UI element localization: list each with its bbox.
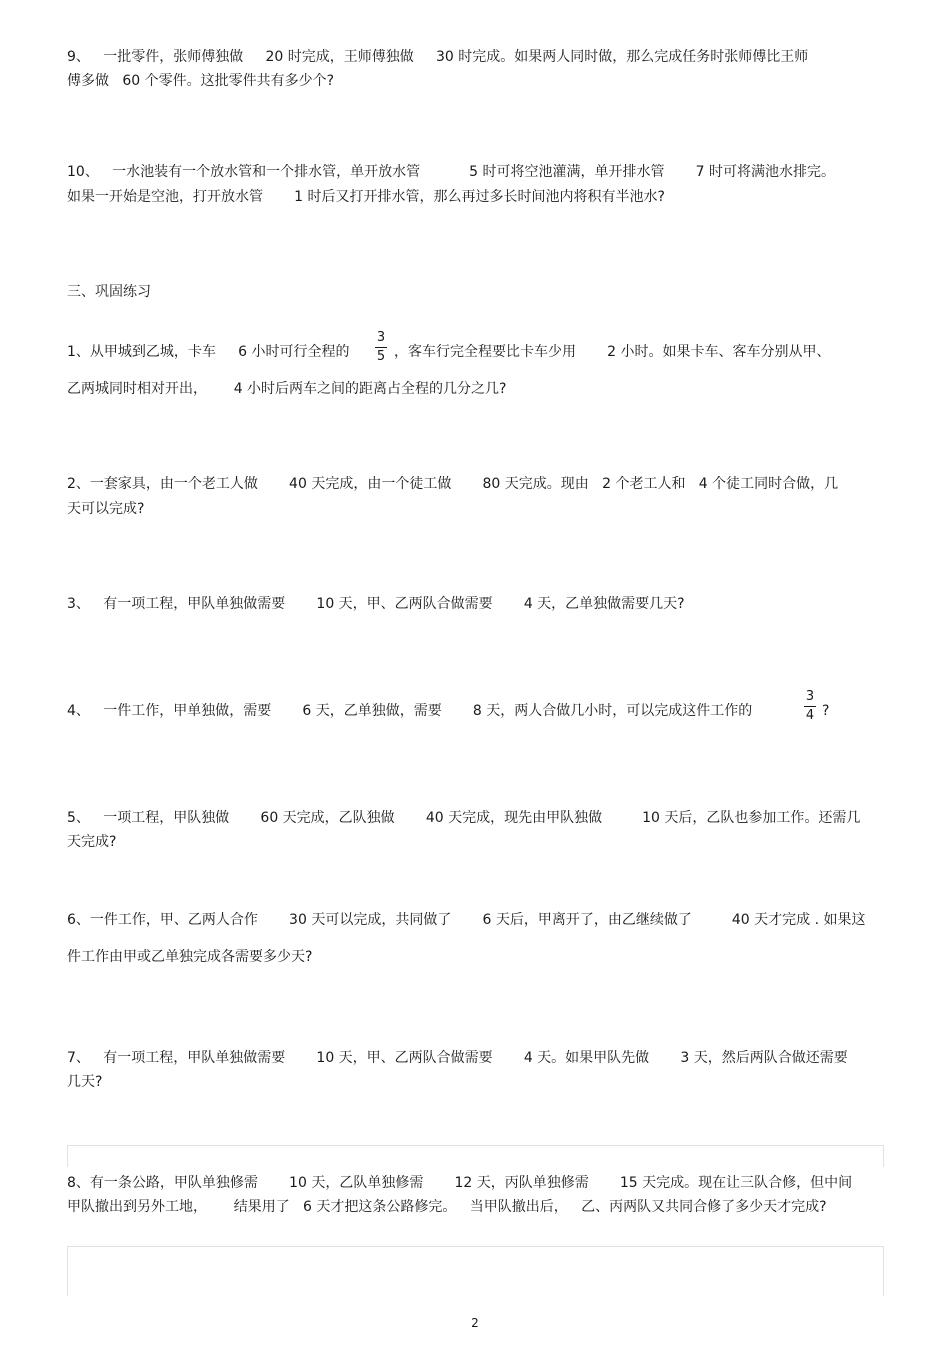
ex1-line-1-part-2: ，客车行完全程要比卡车少用 2 小时。如果卡车、客车分别从甲、 [394,344,831,360]
ex7-line-1: 7、 有一项工程，甲队单独做需要 10 天，甲、乙两队合做需要 4 天。如果甲队先做 3 天，然后两队合做还需要 [67,1050,848,1066]
fraction-numerator: 3 [805,689,815,704]
ex7-line-2: 几天? [67,1074,103,1090]
frame-bottom-divider [67,1246,883,1247]
fraction-three-fifths [375,331,387,364]
frame-top-border [67,1145,883,1146]
ex5-line-1: 5、 一项工程，甲队独做 60 天完成，乙队独做 40 天完成，现先由甲队独做 10 天后，乙队也参加工作。还需几 [67,810,861,826]
fraction-denominator: 4 [805,708,815,723]
q10-line-2: 如果一开始是空池，打开放水管 1 时后又打开排水管，那么再过多长时间池内将积有半池水? [67,189,665,205]
ex8-line-1: 8、有一条公路，甲队单独修需 10 天，乙队单独修需 12 天，丙队单独修需 15 天完成。现在让三队合修，但中间 [67,1175,853,1191]
ex1-line-1-part-1: 1、从甲城到乙城，卡车 6 小时可行全程的 [67,344,350,360]
ex2-line-1: 2、一套家具，由一个老工人做 40 天完成，由一个徒工做 80 天完成。现由 2 个老工人和 4 个徒工同时合做，几 [67,476,839,492]
ex3-line: 3、 有一项工程，甲队单独做需要 10 天，甲、乙两队合做需要 4 天，乙单独做需要几天? [67,596,685,612]
ex6-line-2: 件工作由甲或乙单独完成各需要多少天? [67,949,313,965]
section-heading-practice: 三、巩固练习 [67,284,151,300]
ex6-line-1: 6、一件工作，甲、乙两人合作 30 天可以完成，共同做了 6 天后，甲离开了，由乙继续做了 40 天才完成 . 如果这 [67,912,866,928]
frame-right-border-top [883,1145,884,1167]
ex5-line-2: 天完成? [67,834,117,850]
fraction-numerator: 3 [376,330,386,345]
ex1-line-2: 乙两城同时相对开出， 4 小时后两车之间的距离占全程的几分之几? [67,381,507,397]
fraction-bar [804,706,816,707]
frame-right-border-bottom [883,1246,884,1296]
frame-left-border-top [67,1145,68,1167]
fraction-three-quarters [804,690,816,723]
fraction-bar [375,347,387,348]
ex8-line-2: 甲队撤出到另外工地， 结果用了 6 天才把这条公路修完。 当甲队撤出后， 乙、丙两队又共同合修了多少天才完成? [67,1199,827,1215]
fraction-denominator: 5 [376,349,386,364]
ex4-line-part-1: 4、 一件工作，甲单独做，需要 6 天，乙单独做，需要 8 天，两人合做几小时，可以完成这件工作的 [67,703,753,719]
ex4-question-mark: ? [822,703,830,719]
page-number: 2 [471,1316,479,1330]
q9-line-1: 9、 一批零件，张师傅独做 20 时完成，王师傅独做 30 时完成。如果两人同时做，那么完成任务时张师傅比王师 [67,49,809,65]
frame-left-border-bottom [67,1246,68,1296]
q10-line-1: 10、 一水池装有一个放水管和一个排水管，单开放水管 5 时可将空池灌满，单开排水管 7 时可将满池水排完。 [67,164,835,180]
ex2-line-2: 天可以完成? [67,501,145,517]
q9-line-2: 傅多做 60 个零件。这批零件共有多少个? [67,73,335,89]
